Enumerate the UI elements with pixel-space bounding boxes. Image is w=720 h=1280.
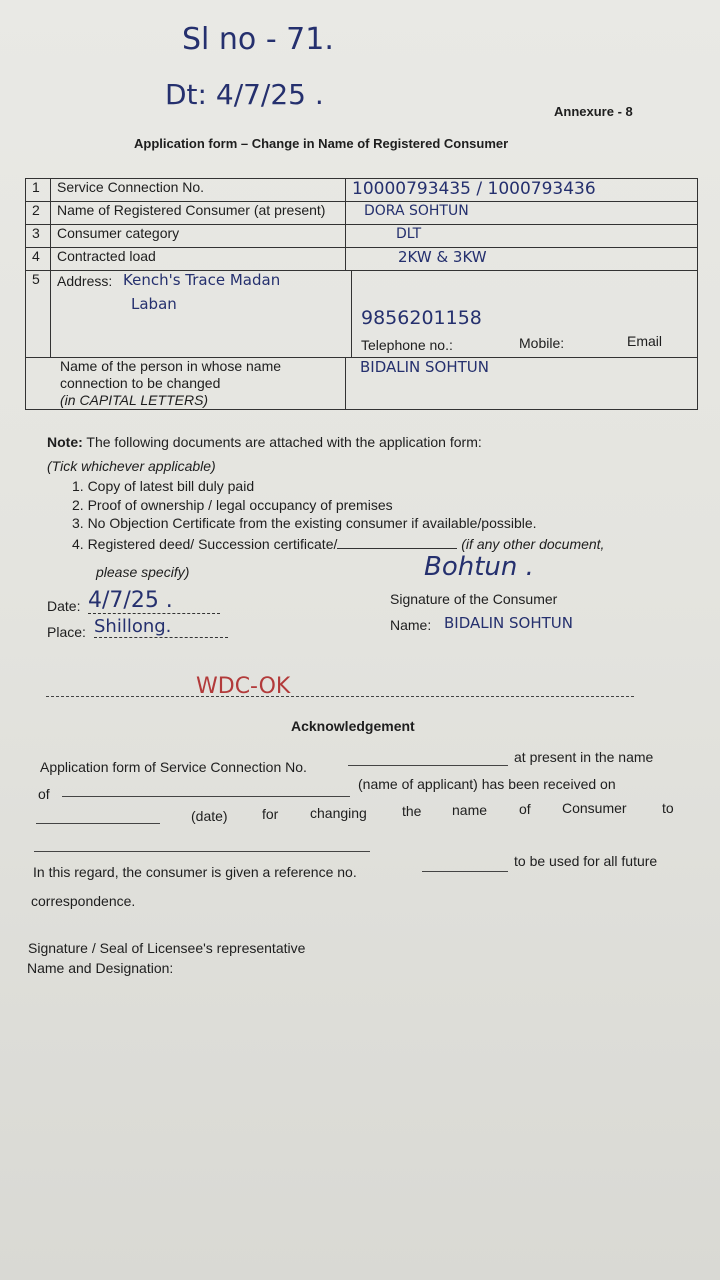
row-number: 3 bbox=[26, 225, 51, 248]
row-number: 1 bbox=[26, 179, 51, 202]
address-line-1: Kench's Trace Madan bbox=[123, 271, 281, 289]
mobile-label: Mobile: bbox=[519, 335, 565, 351]
note-line bbox=[47, 434, 482, 450]
form-title: Application form – Change in Name of Registered Consumer bbox=[134, 136, 509, 151]
consumer-category-value: DLT bbox=[396, 226, 422, 242]
telephone-label: Telephone no.: bbox=[361, 337, 453, 353]
ack-line-1a: Application form of Service Connection No. bbox=[40, 759, 307, 775]
licensee-signature-label: Signature / Seal of Licensee's representative bbox=[28, 940, 306, 956]
acknowledgement-heading: Acknowledgement bbox=[291, 718, 415, 734]
name-label: Name: bbox=[390, 617, 432, 633]
ack-line-5b: to be used for all future bbox=[514, 853, 658, 869]
new-name-label-2: connection to be changed bbox=[60, 375, 221, 391]
new-name-label-3: (in CAPITAL LETTERS) bbox=[60, 392, 209, 408]
row-label: Service Connection No. bbox=[51, 179, 346, 202]
contracted-load-value: 2KW & 3KW bbox=[398, 248, 487, 266]
registered-consumer-value: DORA SOHTUN bbox=[364, 203, 469, 219]
note-item-3: 3. No Objection Certificate from the existing consumer if available/possible. bbox=[72, 515, 537, 531]
ack-of: of bbox=[519, 801, 531, 817]
ack-for: for bbox=[262, 806, 279, 822]
address-line-2: Laban bbox=[131, 295, 177, 313]
blank-line bbox=[337, 548, 457, 549]
note-item-4-text: 4. Registered deed/ Succession certificate/ bbox=[72, 536, 338, 552]
service-connection-value: 10000793435 / 1000793436 bbox=[352, 179, 596, 199]
note-label: Note: bbox=[47, 434, 83, 450]
note-text: The following documents are attached with the application form: bbox=[86, 434, 482, 450]
official-note: WDC-OK bbox=[196, 674, 291, 699]
blank-line bbox=[34, 851, 370, 852]
blank-line bbox=[62, 796, 350, 797]
row-label: Name of Registered Consumer (at present) bbox=[51, 202, 346, 225]
handwritten-date-top: Dt: 4/7/25 . bbox=[165, 78, 324, 111]
ack-name: name bbox=[452, 802, 488, 818]
ack-line-1b: at present in the name bbox=[514, 749, 654, 765]
address-cell bbox=[51, 271, 698, 358]
note-item-4-cont: please specify) bbox=[96, 564, 190, 580]
email-label: Email bbox=[627, 333, 663, 349]
phone-value: 9856201158 bbox=[361, 307, 482, 329]
table-row bbox=[26, 179, 698, 202]
place-label: Place: bbox=[47, 624, 86, 640]
handwritten-sl-no: Sl no - 71. bbox=[182, 22, 334, 57]
note-item-2: 2. Proof of ownership / legal occupancy of premises bbox=[72, 497, 393, 513]
row-value bbox=[346, 225, 698, 248]
ack-line-2b: (name of applicant) has been received on bbox=[358, 776, 616, 792]
ack-the: the bbox=[402, 803, 422, 819]
application-table bbox=[25, 178, 698, 410]
ack-line-6: correspondence. bbox=[31, 893, 136, 909]
table-row bbox=[26, 248, 698, 271]
name-value: BIDALIN SOHTUN bbox=[444, 614, 574, 632]
place-value: Shillong. bbox=[94, 616, 228, 638]
table-row bbox=[26, 225, 698, 248]
table-row bbox=[26, 202, 698, 225]
date-value: 4/7/25 . bbox=[88, 588, 220, 614]
date-label: Date: bbox=[47, 598, 81, 614]
ack-line-2a: of bbox=[38, 786, 50, 802]
new-name-value-cell bbox=[346, 358, 698, 410]
blank-line bbox=[36, 823, 160, 824]
ack-line-5a: In this regard, the consumer is given a reference no. bbox=[33, 864, 357, 880]
ack-changing: changing bbox=[310, 805, 367, 821]
blank-line bbox=[348, 765, 508, 766]
signature-label: Signature of the Consumer bbox=[390, 591, 558, 607]
blank-line bbox=[422, 871, 508, 872]
new-name-label-cell bbox=[26, 358, 346, 410]
row-number: 4 bbox=[26, 248, 51, 271]
new-name-label-1: Name of the person in whose name bbox=[60, 358, 282, 374]
row-number: 5 bbox=[26, 271, 51, 358]
row-label: Consumer category bbox=[51, 225, 346, 248]
row-label: Contracted load bbox=[51, 248, 346, 271]
ack-consumer: Consumer bbox=[562, 800, 627, 816]
consumer-signature-scribble: Bohtun . bbox=[424, 552, 534, 582]
row-number: 2 bbox=[26, 202, 51, 225]
ack-to: to bbox=[662, 800, 674, 816]
row-value bbox=[346, 202, 698, 225]
table-row bbox=[26, 271, 698, 358]
address-label: Address: bbox=[57, 273, 113, 289]
address-divider bbox=[351, 271, 353, 357]
name-designation-label: Name and Designation: bbox=[27, 960, 174, 976]
note-item-4-tail: (if any other document, bbox=[461, 536, 605, 552]
note-tick: (Tick whichever applicable) bbox=[47, 458, 216, 474]
new-name-value: BIDALIN SOHTUN bbox=[360, 358, 490, 376]
row-value bbox=[346, 179, 698, 202]
table-row bbox=[26, 358, 698, 410]
section-divider bbox=[46, 696, 634, 697]
note-item-1: 1. Copy of latest bill duly paid bbox=[72, 478, 255, 494]
annexure-label: Annexure - 8 bbox=[554, 104, 633, 119]
row-value bbox=[346, 248, 698, 271]
note-item-4 bbox=[72, 536, 604, 552]
ack-date: (date) bbox=[191, 808, 228, 824]
